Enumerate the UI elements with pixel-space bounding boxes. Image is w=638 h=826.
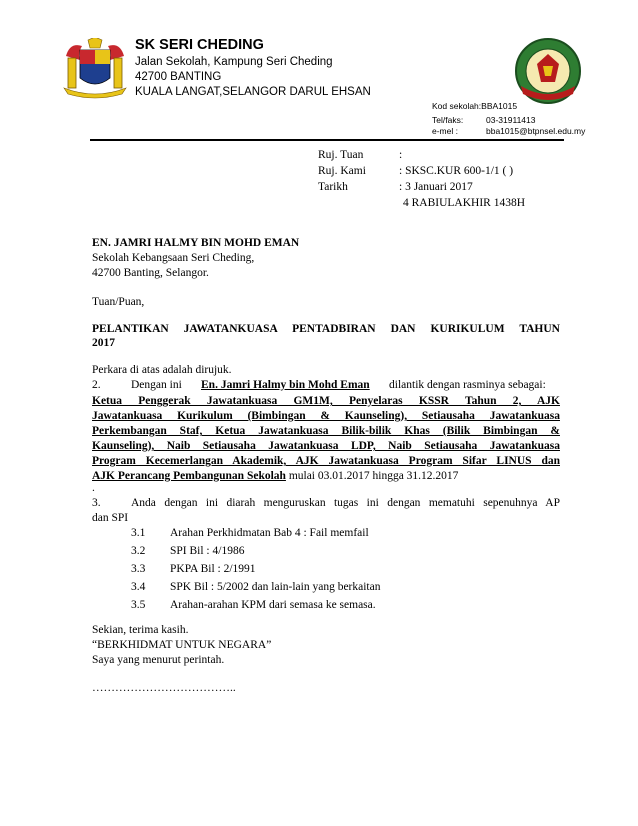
- address-line-2: 42700 BANTING: [135, 71, 222, 83]
- ruj-tuan-label: Ruj. Tuan: [318, 149, 364, 161]
- signature-line: ………………………………..: [92, 682, 236, 694]
- role-line-6: [92, 469, 458, 484]
- closing-thanks: Sekian, terima kasih.: [92, 624, 189, 636]
- recipient-line-1: Sekolah Kebangsaan Seri Cheding,: [92, 252, 255, 264]
- tel-label: Tel/faks:: [432, 115, 464, 125]
- tarikh-value: : 3 Januari 2017: [399, 181, 473, 193]
- item-3-3-number: 3.3: [131, 563, 146, 575]
- role-line-6-bold: AJK Perancang Pembangunan Sekolah: [92, 470, 286, 482]
- paragraph-3-number: 3.: [92, 497, 101, 509]
- email-value: bba1015@btpnsel.edu.my: [486, 126, 586, 136]
- salutation: Tuan/Puan,: [92, 296, 145, 308]
- role-line-5: Program Kecemerlangan Akademik, AJK Jawatankuasa Program Sifar LINUS dan: [92, 455, 560, 467]
- item-3-1-text: Arahan Perkhidmatan Bab 4 : Fail memfail: [170, 527, 369, 539]
- item-3-4-text: SPK Bil : 5/2002 dan lain-lain yang berkaitan: [170, 581, 381, 593]
- hijri-date: 4 RABIULAKHIR 1438H: [403, 197, 526, 209]
- school-code: Kod sekolah:BBA1015: [432, 101, 518, 111]
- role-line-2: Jawatankuasa Kurikulum (Bimbingan & Kaunseling), Setiausaha Jawatankuasa: [92, 410, 560, 422]
- role-line-6-dates: mulai 03.01.2017 hingga 31.12.2017: [285, 470, 459, 482]
- role-line-4: Kaunseling), Naib Setiausaha Jawatankuasa LDP, Naib Setiausaha Jawatankuasa: [92, 440, 560, 452]
- tarikh-label: Tarikh: [318, 181, 348, 193]
- paragraph-2-end: dilantik dengan rasminya sebagai:: [389, 379, 546, 391]
- closing-sign-off: Saya yang menurut perintah.: [92, 654, 225, 666]
- paragraph-2-number: 2.: [92, 379, 101, 391]
- role-line-3: Perkembangan Staf, Ketua Jawatankuasa Bilik-bilik Khas (Bilik Bimbingan &: [92, 425, 560, 437]
- paragraph-3-line-1: Anda dengan ini diarah menguruskan tugas ini dengan mematuhi sepenuhnya AP: [131, 497, 560, 509]
- recipient-name: EN. JAMRI HALMY BIN MOHD EMAN: [92, 237, 300, 249]
- item-3-5-text: Arahan-arahan KPM dari semasa ke semasa.: [170, 599, 376, 611]
- item-3-2-number: 3.2: [131, 545, 146, 557]
- item-3-4-number: 3.4: [131, 581, 146, 593]
- subject-line-1: PELANTIKAN JAWATANKUASA PENTADBIRAN DAN KURIKULUM TAHUN: [92, 323, 560, 335]
- closing-motto: “BERKHIDMAT UNTUK NEGARA”: [92, 639, 272, 651]
- ruj-kami-value: : SKSC.KUR 600-1/1 ( ): [399, 165, 514, 177]
- ruj-tuan-value: :: [399, 149, 403, 161]
- school-badge-logo: [513, 36, 583, 106]
- item-3-5-number: 3.5: [131, 599, 146, 611]
- recipient-line-2: 42700 Banting, Selangor.: [92, 267, 209, 279]
- item-3-2-text: SPI Bil : 4/1986: [170, 545, 245, 557]
- subject-line-2: 2017: [92, 337, 115, 349]
- appointee-name: En. Jamri Halmy bin Mohd Eman: [201, 379, 370, 391]
- address-line-1: Jalan Sekolah, Kampung Seri Cheding: [135, 56, 333, 68]
- address-line-3: KUALA LANGAT,SELANGOR DARUL EHSAN: [135, 86, 371, 98]
- ruj-kami-label: Ruj. Kami: [318, 165, 366, 177]
- paragraph-2-start: Dengan ini: [131, 379, 182, 391]
- paragraph-3-line-2: dan SPI: [92, 512, 129, 524]
- selangor-crest-logo: [60, 38, 130, 100]
- tel-value: 03-31911413: [486, 115, 536, 125]
- item-3-1-number: 3.1: [131, 527, 146, 539]
- stray-dot: .: [92, 482, 95, 494]
- header-divider: [90, 139, 564, 141]
- role-line-1: Ketua Penggerak Jawatankuasa GM1M, Penyelaras KSSR Tahun 2, AJK: [92, 395, 560, 407]
- school-name: SK SERI CHEDING: [135, 37, 264, 53]
- intro-paragraph: Perkara di atas adalah dirujuk.: [92, 364, 232, 376]
- email-label: e-mel :: [432, 126, 458, 136]
- item-3-3-text: PKPA Bil : 2/1991: [170, 563, 256, 575]
